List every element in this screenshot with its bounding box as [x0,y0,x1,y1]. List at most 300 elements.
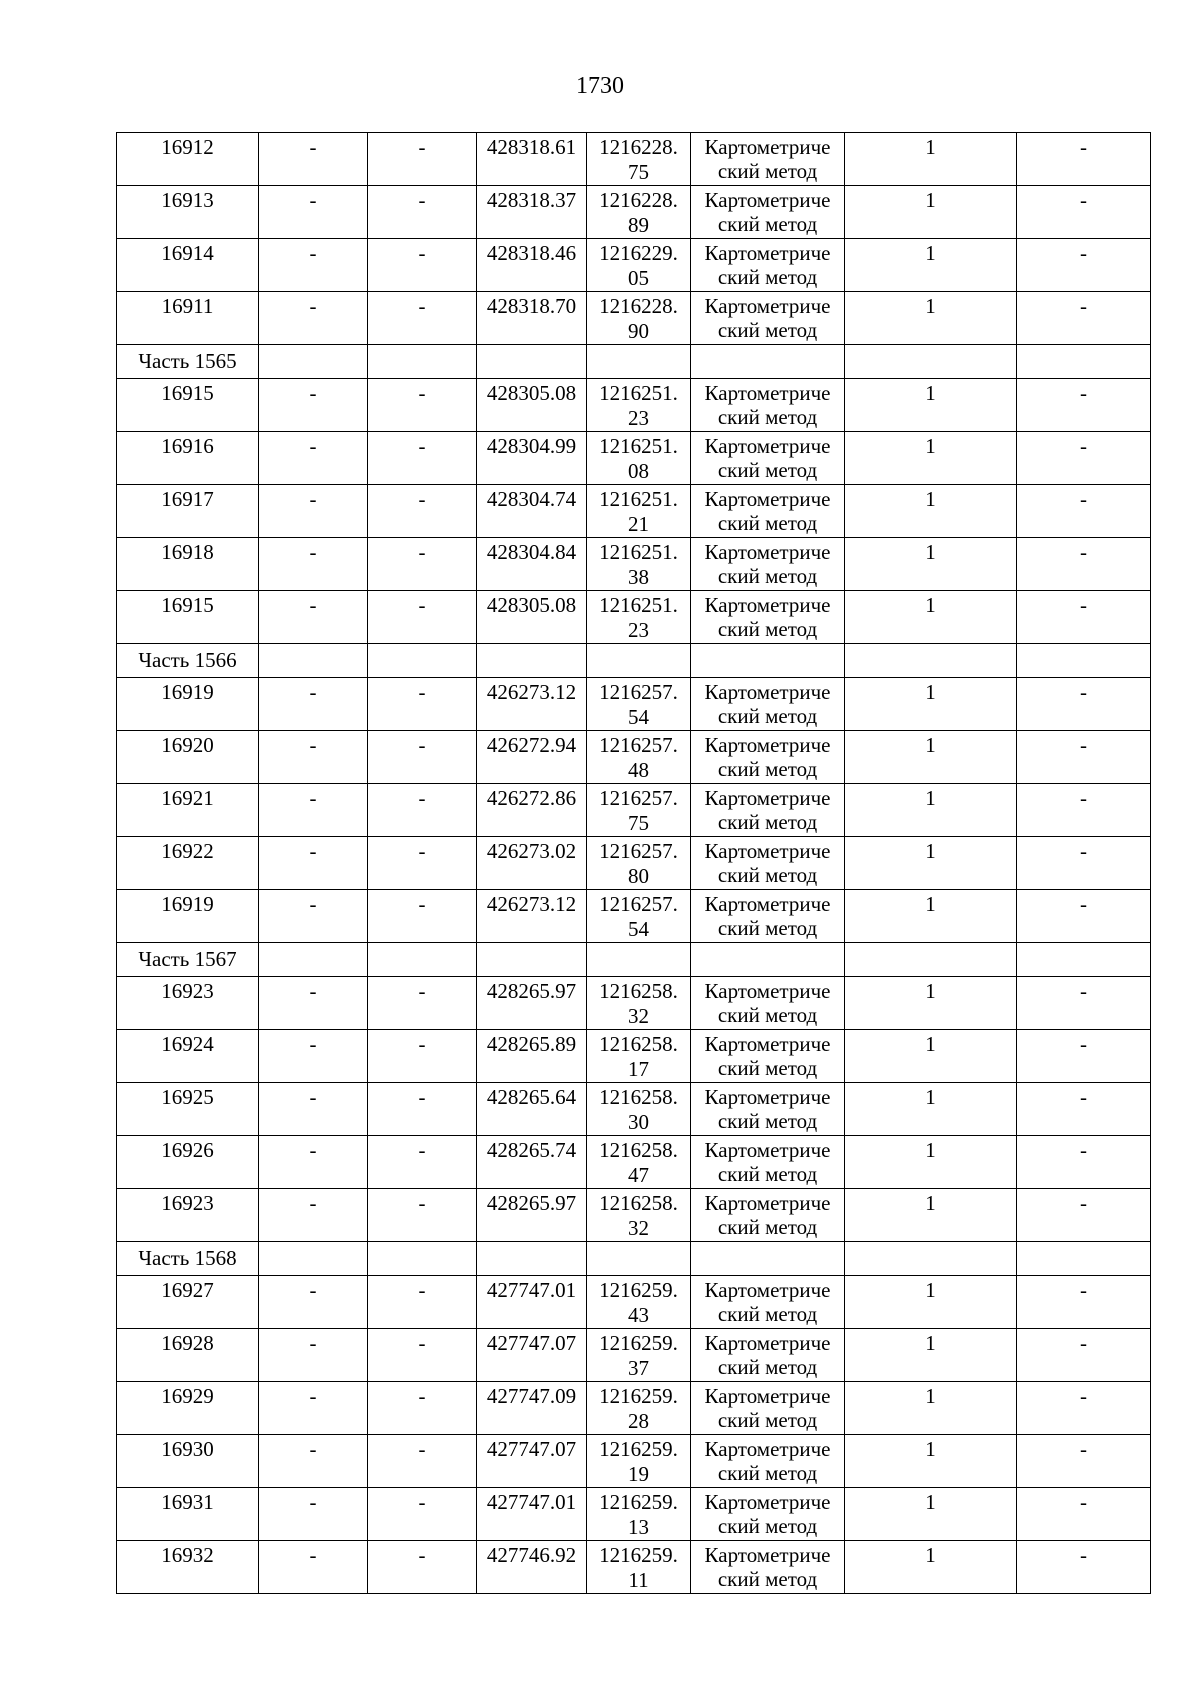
note-cell [1017,379,1151,432]
empty-cell [587,1242,691,1276]
point-number-text: 16919 [161,892,214,916]
part-label-text: Часть 1567 [138,947,237,971]
accuracy-cell [845,731,1017,784]
accuracy-cell [845,1189,1017,1242]
method-cell [691,890,845,943]
note-cell [1017,133,1151,186]
y-coordinate-line1: 1216258. [599,979,678,1003]
empty-cell [845,943,1017,977]
table-row [117,678,1151,731]
table-row [117,784,1151,837]
dash-cell [259,432,368,485]
y-coordinate-line1: 1216259. [599,1543,678,1567]
dash-cell-text: - [418,1543,426,1567]
part-label-text: Часть 1566 [138,648,237,672]
x-coordinate-text: 427747.07 [486,1437,577,1461]
table-row [117,1382,1151,1435]
method-cell [691,485,845,538]
accuracy-cell [845,591,1017,644]
dash-cell-text: - [418,1437,426,1461]
method-cell [691,837,845,890]
method-cell [691,1083,845,1136]
note-cell-text: - [1080,1543,1087,1567]
point-number-text: 16930 [161,1437,214,1461]
dash-cell-text: - [309,1331,317,1355]
method-line2: ский метод [717,212,818,236]
y-coordinate-line2: 21 [628,512,649,536]
empty-cell [845,1242,1017,1276]
dash-cell [368,784,477,837]
accuracy-cell-text: 1 [925,786,936,810]
dash-cell [259,890,368,943]
dash-cell-text: - [309,892,317,916]
note-cell [1017,1083,1151,1136]
note-cell [1017,1189,1151,1242]
table-row [117,1329,1151,1382]
y-coordinate-line1: 1216229. [599,241,678,265]
dash-cell-text: - [309,487,317,511]
x-coordinate-text: 427747.07 [486,1331,577,1355]
method-line1: Картометриче [704,1543,831,1567]
dash-cell-text: - [418,487,426,511]
dash-cell [259,379,368,432]
table-row [117,1030,1151,1083]
dash-cell-text: - [309,1490,317,1514]
method-line1: Картометриче [704,979,831,1003]
accuracy-cell-text: 1 [925,1437,936,1461]
table-row [117,1276,1151,1329]
method-cell [691,1030,845,1083]
dash-cell-text: - [418,1384,426,1408]
dash-cell [259,591,368,644]
accuracy-cell [845,186,1017,239]
table-row [117,1136,1151,1189]
empty-cell [368,943,477,977]
dash-cell [259,1435,368,1488]
dash-cell [259,731,368,784]
x-coordinate-text: 426273.02 [486,839,577,863]
point-number [117,1189,259,1242]
table-row [117,1541,1151,1594]
table-row [117,432,1151,485]
table-row [117,1189,1151,1242]
y-coordinate [587,1276,691,1329]
page-number: 1730 [576,73,624,99]
note-cell-text: - [1080,1331,1087,1355]
x-coordinate [477,485,587,538]
accuracy-cell [845,432,1017,485]
y-coordinate-line2: 80 [628,864,649,888]
point-number [117,890,259,943]
x-coordinate-text: 428318.70 [486,294,577,318]
point-number-text: 16911 [161,294,214,318]
dash-cell-text: - [309,1032,317,1056]
accuracy-cell [845,538,1017,591]
y-coordinate-line1: 1216251. [599,487,678,511]
note-cell [1017,1329,1151,1382]
dash-cell [368,379,477,432]
accuracy-cell [845,837,1017,890]
dash-cell-text: - [418,540,426,564]
table-row [117,977,1151,1030]
y-coordinate [587,1329,691,1382]
method-line1: Картометриче [704,839,831,863]
table-row [117,485,1151,538]
method-line1: Картометриче [704,381,831,405]
accuracy-cell [845,784,1017,837]
method-line2: ский метод [717,1514,818,1538]
dash-cell-text: - [418,1138,426,1162]
accuracy-cell [845,977,1017,1030]
table-row [117,292,1151,345]
point-number-text: 16929 [161,1384,214,1408]
part-label-text: Часть 1568 [138,1246,237,1270]
y-coordinate [587,977,691,1030]
point-number-text: 16926 [161,1138,214,1162]
empty-cell [477,943,587,977]
note-cell-text: - [1080,1191,1087,1215]
table-body [117,133,1151,1594]
y-coordinate [587,1541,691,1594]
dash-cell [368,1382,477,1435]
dash-cell [368,1083,477,1136]
method-line2: ский метод [717,1355,818,1379]
accuracy-cell [845,1136,1017,1189]
point-number-text: 16919 [161,680,214,704]
method-cell [691,1276,845,1329]
note-cell-text: - [1080,733,1087,757]
x-coordinate [477,890,587,943]
y-coordinate-line1: 1216251. [599,593,678,617]
x-coordinate [477,133,587,186]
accuracy-cell [845,1382,1017,1435]
dash-cell [259,1083,368,1136]
method-line1: Картометриче [704,1331,831,1355]
point-number-text: 16924 [161,1032,214,1056]
method-line1: Картометриче [704,294,831,318]
accuracy-cell [845,1488,1017,1541]
dash-cell [368,890,477,943]
dash-cell-text: - [309,786,317,810]
y-coordinate [587,837,691,890]
x-coordinate [477,1030,587,1083]
method-line2: ский метод [717,265,818,289]
method-line1: Картометриче [704,135,831,159]
y-coordinate [587,678,691,731]
method-line1: Картометриче [704,786,831,810]
dash-cell [368,432,477,485]
y-coordinate-line1: 1216259. [599,1278,678,1302]
accuracy-cell-text: 1 [925,487,936,511]
point-number-text: 16925 [161,1085,214,1109]
dash-cell [259,837,368,890]
table-row [117,890,1151,943]
y-coordinate-line1: 1216228. [599,135,678,159]
point-number [117,1435,259,1488]
dash-cell [368,1329,477,1382]
method-cell [691,292,845,345]
method-line2: ский метод [717,1056,818,1080]
x-coordinate [477,678,587,731]
y-coordinate-line2: 48 [628,758,649,782]
dash-cell [259,678,368,731]
accuracy-cell-text: 1 [925,733,936,757]
part-label [117,345,259,379]
y-coordinate-line2: 47 [628,1163,649,1187]
x-coordinate [477,784,587,837]
method-line2: ский метод [717,916,818,940]
x-coordinate-text: 428318.37 [486,188,577,212]
dash-cell-text: - [309,1278,317,1302]
method-cell [691,186,845,239]
point-number [117,591,259,644]
empty-cell [691,345,845,379]
dash-cell [368,678,477,731]
y-coordinate-line2: 08 [628,459,649,483]
note-cell [1017,292,1151,345]
point-number-text: 16921 [161,786,214,810]
dash-cell-text: - [418,979,426,1003]
y-coordinate-line1: 1216258. [599,1191,678,1215]
part-label [117,1242,259,1276]
accuracy-cell-text: 1 [925,1543,936,1567]
method-line1: Картометриче [704,487,831,511]
accuracy-cell-text: 1 [925,1138,936,1162]
note-cell [1017,239,1151,292]
dash-cell [259,292,368,345]
y-coordinate-line2: 23 [628,406,649,430]
y-coordinate-line2: 30 [628,1110,649,1134]
part-header-row [117,943,1151,977]
dash-cell [259,1488,368,1541]
dash-cell [259,1276,368,1329]
method-line1: Картометриче [704,680,831,704]
method-cell [691,591,845,644]
y-coordinate-line1: 1216258. [599,1032,678,1056]
accuracy-cell [845,1435,1017,1488]
method-line1: Картометриче [704,593,831,617]
method-line1: Картометриче [704,1278,831,1302]
method-line1: Картометриче [704,434,831,458]
method-cell [691,1488,845,1541]
accuracy-cell-text: 1 [925,434,936,458]
part-label [117,943,259,977]
note-cell-text: - [1080,786,1087,810]
empty-cell [1017,644,1151,678]
note-cell [1017,591,1151,644]
empty-cell [691,1242,845,1276]
y-coordinate-line1: 1216258. [599,1138,678,1162]
dash-cell [259,1382,368,1435]
y-coordinate-line2: 54 [628,705,649,729]
accuracy-cell-text: 1 [925,1384,936,1408]
y-coordinate [587,292,691,345]
empty-cell [259,1242,368,1276]
x-coordinate-text: 428265.74 [486,1138,577,1162]
dash-cell-text: - [418,1331,426,1355]
x-coordinate-text: 426273.12 [486,680,577,704]
point-number-text: 16914 [161,241,214,265]
y-coordinate [587,1189,691,1242]
dash-cell-text: - [309,979,317,1003]
y-coordinate-line2: 19 [628,1462,649,1486]
y-coordinate [587,1382,691,1435]
method-line2: ский метод [717,1567,818,1591]
dash-cell-text: - [309,1191,317,1215]
method-line2: ский метод [717,810,818,834]
method-line1: Картометриче [704,1490,831,1514]
note-cell [1017,432,1151,485]
dash-cell [368,292,477,345]
x-coordinate-text: 428304.74 [486,487,577,511]
point-number [117,1382,259,1435]
note-cell [1017,1136,1151,1189]
method-line1: Картометриче [704,733,831,757]
x-coordinate [477,1189,587,1242]
x-coordinate-text: 428265.97 [486,979,577,1003]
part-label-text: Часть 1565 [138,349,237,373]
point-number [117,292,259,345]
dash-cell-text: - [418,1490,426,1514]
x-coordinate [477,1541,587,1594]
note-cell-text: - [1080,839,1087,863]
method-cell [691,1189,845,1242]
dash-cell [259,1541,368,1594]
point-number-text: 16920 [161,733,214,757]
point-number-text: 16922 [161,839,214,863]
method-cell [691,432,845,485]
y-coordinate-line2: 05 [628,266,649,290]
empty-cell [477,1242,587,1276]
accuracy-cell [845,133,1017,186]
empty-cell [1017,345,1151,379]
accuracy-cell-text: 1 [925,593,936,617]
dash-cell-text: - [418,135,426,159]
y-coordinate [587,1136,691,1189]
x-coordinate-text: 426272.94 [486,733,577,757]
dash-cell-text: - [418,680,426,704]
note-cell-text: - [1080,1138,1087,1162]
y-coordinate-line2: 23 [628,618,649,642]
dash-cell [259,239,368,292]
method-cell [691,678,845,731]
x-coordinate [477,1382,587,1435]
accuracy-cell [845,1329,1017,1382]
x-coordinate [477,977,587,1030]
y-coordinate [587,1488,691,1541]
note-cell [1017,1541,1151,1594]
x-coordinate [477,538,587,591]
y-coordinate-line2: 75 [628,811,649,835]
x-coordinate [477,1488,587,1541]
table-row [117,186,1151,239]
x-coordinate [477,1329,587,1382]
dash-cell-text: - [418,1278,426,1302]
dash-cell-text: - [418,593,426,617]
method-line1: Картометриче [704,540,831,564]
accuracy-cell-text: 1 [925,1490,936,1514]
point-number [117,977,259,1030]
note-cell-text: - [1080,381,1087,405]
y-coordinate [587,591,691,644]
accuracy-cell [845,678,1017,731]
dash-cell-text: - [309,1437,317,1461]
dash-cell [259,977,368,1030]
table-row [117,379,1151,432]
x-coordinate [477,379,587,432]
dash-cell [368,1488,477,1541]
note-cell [1017,1276,1151,1329]
y-coordinate-line1: 1216257. [599,680,678,704]
note-cell-text: - [1080,680,1087,704]
method-cell [691,133,845,186]
dash-cell-text: - [309,733,317,757]
note-cell-text: - [1080,979,1087,1003]
empty-cell [368,644,477,678]
dash-cell [259,1189,368,1242]
method-line1: Картометриче [704,1138,831,1162]
y-coordinate-line2: 89 [628,213,649,237]
point-number [117,1030,259,1083]
note-cell-text: - [1080,1384,1087,1408]
accuracy-cell-text: 1 [925,680,936,704]
empty-cell [691,943,845,977]
note-cell-text: - [1080,593,1087,617]
dash-cell-text: - [309,1138,317,1162]
dash-cell [368,1030,477,1083]
point-number [117,1083,259,1136]
y-coordinate-line1: 1216259. [599,1437,678,1461]
accuracy-cell-text: 1 [925,1085,936,1109]
dash-cell [259,1030,368,1083]
method-line1: Картометриче [704,188,831,212]
note-cell-text: - [1080,241,1087,265]
y-coordinate-line1: 1216258. [599,1085,678,1109]
y-coordinate-line2: 28 [628,1409,649,1433]
method-line1: Картометриче [704,1437,831,1461]
note-cell [1017,538,1151,591]
accuracy-cell [845,1083,1017,1136]
point-number-text: 16916 [161,434,214,458]
y-coordinate-line2: 43 [628,1303,649,1327]
accuracy-cell-text: 1 [925,381,936,405]
x-coordinate-text: 428318.46 [486,241,577,265]
dash-cell [259,538,368,591]
dash-cell-text: - [418,1085,426,1109]
method-line2: ский метод [717,511,818,535]
point-number [117,239,259,292]
empty-cell [845,345,1017,379]
method-line2: ский метод [717,1215,818,1239]
method-line1: Картометриче [704,1191,831,1215]
note-cell [1017,837,1151,890]
note-cell-text: - [1080,1437,1087,1461]
note-cell [1017,1030,1151,1083]
empty-cell [587,644,691,678]
y-coordinate [587,186,691,239]
point-number [117,186,259,239]
accuracy-cell-text: 1 [925,241,936,265]
point-number-text: 16917 [161,487,214,511]
method-line2: ский метод [717,704,818,728]
x-coordinate-text: 428305.08 [486,593,577,617]
accuracy-cell-text: 1 [925,294,936,318]
method-line1: Картометриче [704,1032,831,1056]
dash-cell-text: - [309,1384,317,1408]
note-cell-text: - [1080,1032,1087,1056]
y-coordinate-line1: 1216257. [599,786,678,810]
method-cell [691,1435,845,1488]
